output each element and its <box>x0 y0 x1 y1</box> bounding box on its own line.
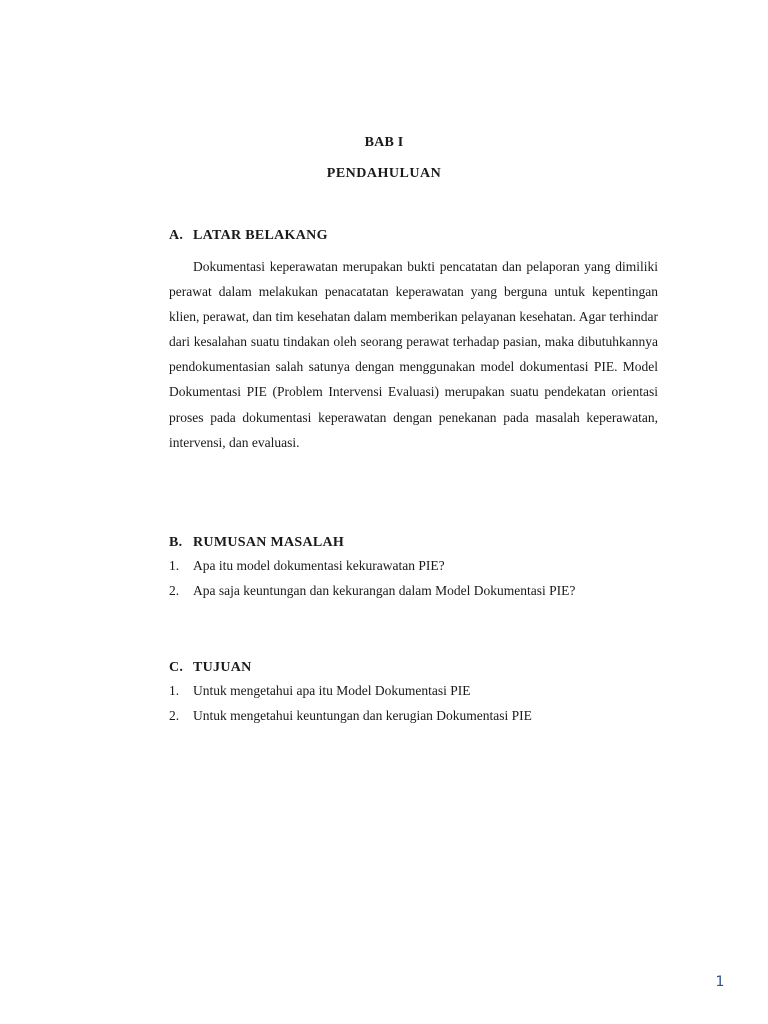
body-paragraph: Dokumentasi keperawatan merupakan bukti pencatatan dan pelaporan yang dimiliki perawat dalam melakukan penacatatan keperawatan yang berguna untuk kepentingan klien, perawat, dan tim kesehatan dalam memberikan pelayanan kesehatan. Agar terhindar dari kesalahan suatu tindakan oleh seorang perawat terhadap pasian, maka dibutuhkannya pendokumentasian salah satunya dengan menggunakan model dokumentasi PIE. Model Dokumentasi PIE (Problem Intervensi Evaluasi) merupakan suatu pendekatan orientasi proses pada dokumentasi keperawatan dengan penekanan pada masalah keperawatan, intervensi, dan evaluasi. <box>169 259 658 450</box>
list-number: 1. <box>169 558 180 573</box>
section-letter: A. <box>169 228 184 243</box>
list-number: 1. <box>169 683 180 698</box>
section-title: LATAR BELAKANG <box>193 228 328 243</box>
list-text: Untuk mengetahui keuntungan dan kerugian Dokumentasi PIE <box>193 708 532 723</box>
chapter-title: PENDAHULUAN <box>326 166 442 181</box>
section-heading <box>169 533 658 553</box>
list-item <box>169 578 658 603</box>
list-item <box>169 678 658 703</box>
section-heading <box>169 658 658 678</box>
list-item <box>169 703 658 728</box>
list-text: Apa itu model dokumentasi kekurawatan PIE? <box>193 558 445 573</box>
list-text: Apa saja keuntungan dan kekurangan dalam Model Dokumentasi PIE? <box>193 583 576 598</box>
section-title: RUMUSAN MASALAH <box>193 535 345 550</box>
section-letter: C. <box>169 660 184 675</box>
numbered-list <box>169 553 658 603</box>
section-tujuan <box>169 658 658 728</box>
section-rumusan-masalah <box>169 533 658 603</box>
numbered-list <box>169 678 658 728</box>
section-latar-belakang <box>169 226 658 455</box>
list-text: Untuk mengetahui apa itu Model Dokumentasi PIE <box>193 683 471 698</box>
chapter-label: BAB I <box>364 135 404 150</box>
section-title: TUJUAN <box>193 660 252 675</box>
list-item <box>169 553 658 578</box>
section-heading <box>169 226 658 246</box>
page-number: 1 <box>715 974 725 990</box>
section-letter: B. <box>169 535 183 550</box>
list-number: 2. <box>169 708 180 723</box>
list-number: 2. <box>169 583 180 598</box>
